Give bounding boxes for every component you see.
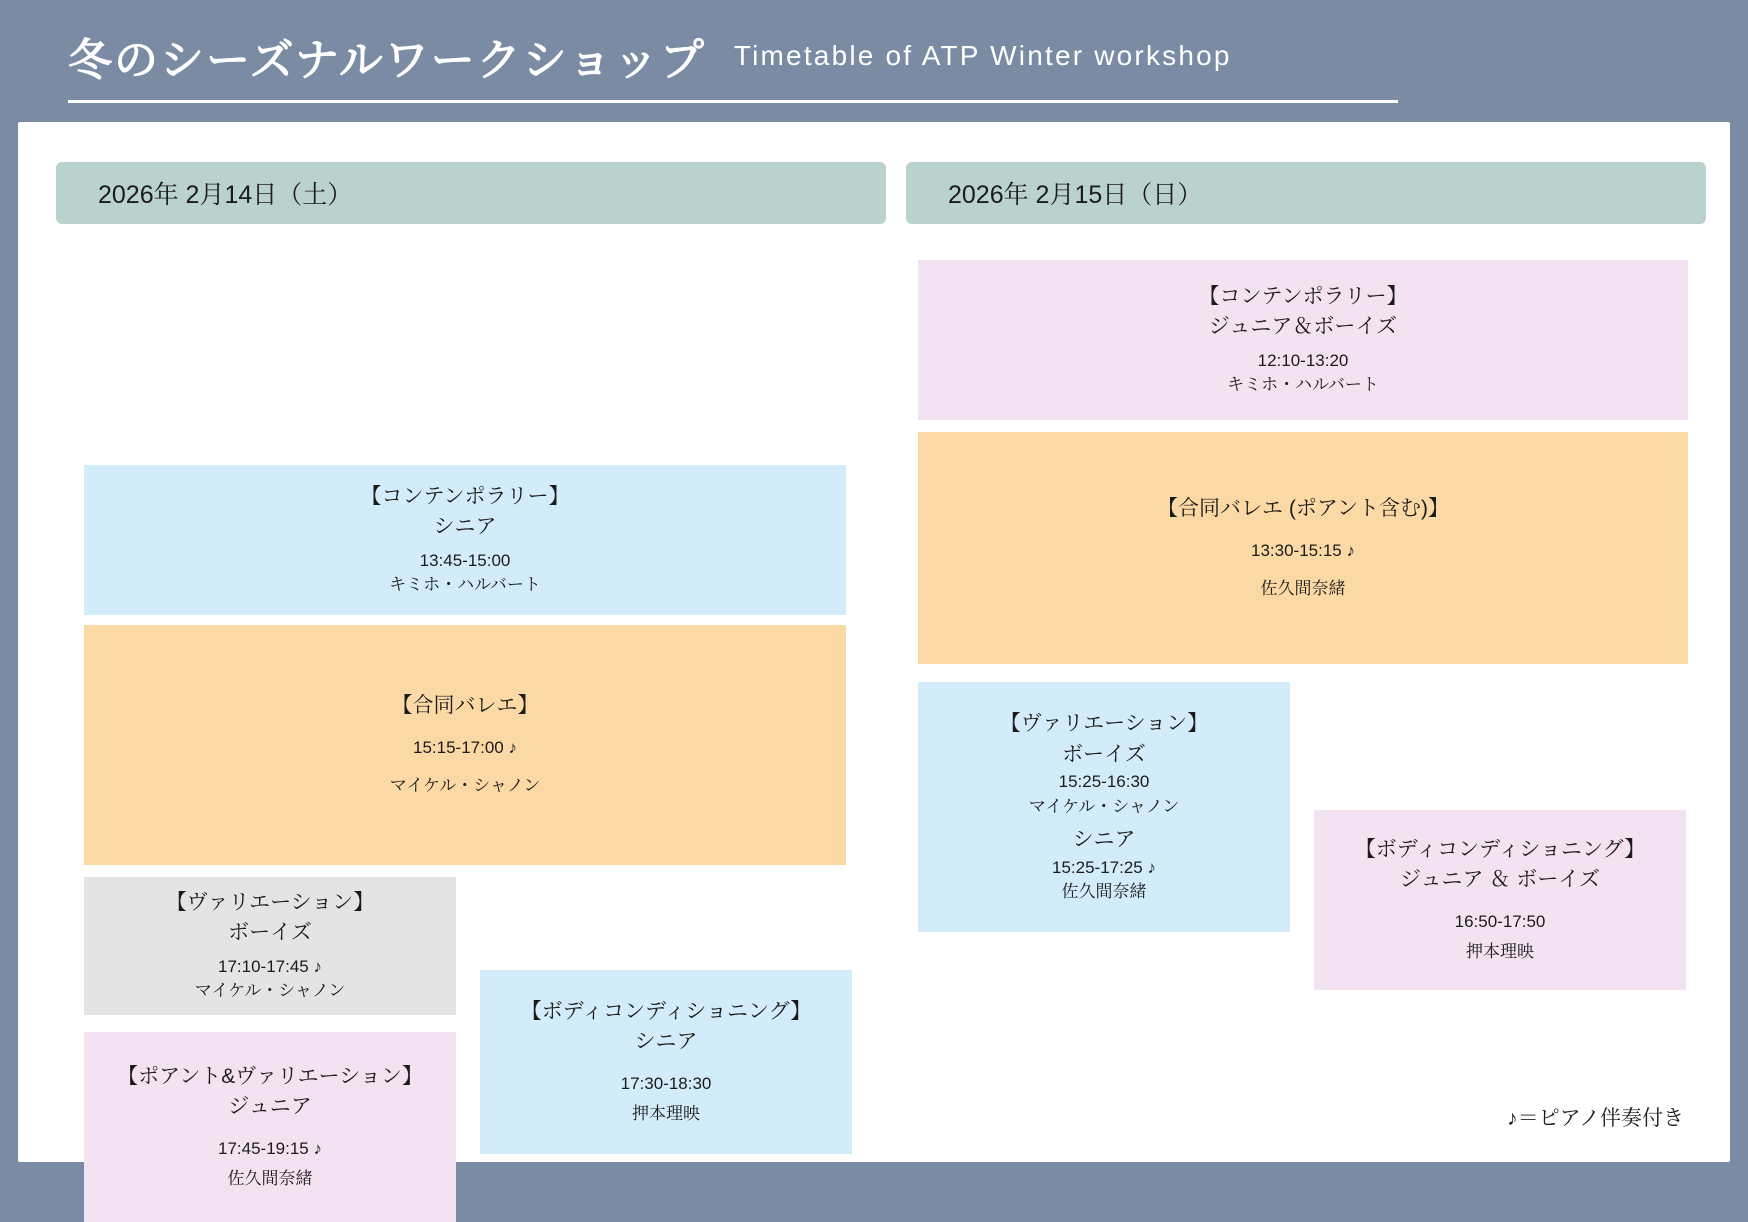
session-sat-pointe-variation[interactable] xyxy=(84,1032,456,1222)
session-title: 【ヴァリエーション】 xyxy=(999,712,1209,736)
session-title: 【ポアント&ヴァリエーション】 xyxy=(117,1064,423,1088)
page-subtitle: Timetable of ATP Winter workshop xyxy=(733,40,1232,71)
day-header-saturday xyxy=(56,162,886,224)
header-divider xyxy=(68,100,1398,103)
session-time: 15:15-17:00 ♪ xyxy=(413,737,517,757)
session-group: ボーイズ xyxy=(228,921,312,945)
day-header-sunday-label: 2026年 2月15日（日） xyxy=(948,181,1203,209)
session-title: 【合同バレエ (ポアント含む)】 xyxy=(1157,497,1449,521)
session-sun-ballet[interactable] xyxy=(918,432,1688,664)
session-time: 13:45-15:00 xyxy=(419,550,511,570)
session-teacher: マイケル・シャノン xyxy=(1028,796,1180,816)
session-group: ジュニア xyxy=(228,1095,312,1119)
session-time: 13:30-15:15 ♪ xyxy=(1251,540,1355,560)
session-teacher: 佐久間奈緒 xyxy=(227,1169,313,1189)
session-time-secondary: 15:25-17:25 ♪ xyxy=(1052,857,1156,877)
session-teacher: 佐久間奈緒 xyxy=(1260,579,1346,599)
page-header xyxy=(0,0,1748,112)
session-sat-contemporary[interactable] xyxy=(84,465,846,615)
session-group: シニア xyxy=(634,1030,698,1054)
session-teacher: マイケル・シャノン xyxy=(194,981,346,1001)
session-sun-contemporary[interactable] xyxy=(918,260,1688,420)
session-teacher: キミホ・ハルバート xyxy=(1227,375,1379,395)
session-sat-variation-boys[interactable] xyxy=(84,877,456,1015)
session-time: 17:10-17:45 ♪ xyxy=(218,956,322,976)
session-time: 17:45-19:15 ♪ xyxy=(218,1138,322,1158)
session-title: 【ボディコンディショニング】 xyxy=(1354,837,1646,861)
timetable-card xyxy=(18,122,1730,1189)
session-teacher: マイケル・シャノン xyxy=(389,776,541,796)
session-time: 15:25-16:30 xyxy=(1058,771,1150,791)
page-title: 冬のシーズナルワークショップ xyxy=(68,36,706,85)
session-title: 【合同バレエ】 xyxy=(391,694,539,718)
session-time: 12:10-13:20 xyxy=(1257,350,1349,370)
day-header-sunday xyxy=(906,162,1706,224)
session-group: シニア xyxy=(433,515,497,539)
session-teacher-secondary: 佐久間奈緒 xyxy=(1061,882,1147,902)
session-teacher: 押本理映 xyxy=(1466,942,1534,962)
day-header-saturday-label: 2026年 2月14日（土） xyxy=(98,181,353,209)
session-time: 17:30-18:30 xyxy=(620,1073,712,1093)
piano-accompaniment-note: ♪＝ピアノ伴奏付き xyxy=(1507,1107,1684,1130)
session-sun-variation[interactable] xyxy=(918,682,1290,932)
session-sat-ballet[interactable] xyxy=(84,625,846,865)
session-title: 【ヴァリエーション】 xyxy=(165,890,375,914)
session-group: ジュニア ＆ ボーイズ xyxy=(1399,868,1601,892)
session-group: ジュニア＆ボーイズ xyxy=(1208,315,1398,339)
session-group: ボーイズ xyxy=(1062,742,1146,766)
session-sun-body-conditioning[interactable] xyxy=(1314,810,1686,990)
session-teacher: キミホ・ハルバート xyxy=(389,575,541,595)
session-sat-body-conditioning[interactable] xyxy=(480,970,852,1154)
session-teacher: 押本理映 xyxy=(632,1104,700,1124)
session-title: 【コンテンポラリー】 xyxy=(1198,284,1408,308)
session-title: 【ボディコンディショニング】 xyxy=(520,999,812,1023)
session-title: 【コンテンポラリー】 xyxy=(360,484,570,508)
session-time: 16:50-17:50 xyxy=(1454,911,1546,931)
session-group-secondary: シニア xyxy=(1072,828,1136,852)
